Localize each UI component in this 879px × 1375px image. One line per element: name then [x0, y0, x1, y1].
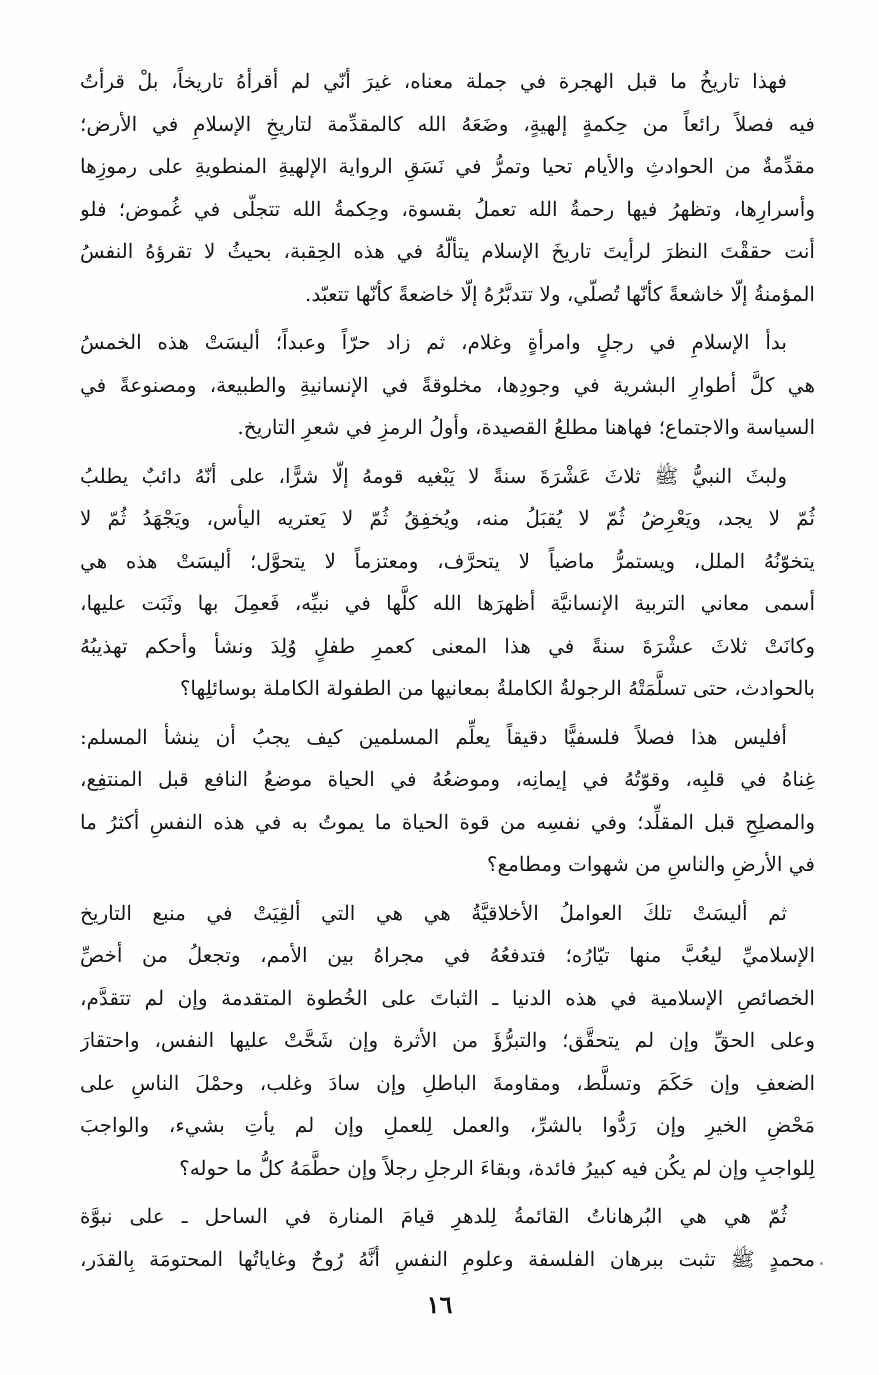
paragraph-3: [80, 455, 815, 710]
text-line: لِلواجبِ وإن لم يكُن فيه كبيرُ فائدة، وبقاءَ الرجلِ رجلاً وإن حطَّمَهُ كلُّ ما حوله؟: [179, 1155, 815, 1180]
text-line: بدأ الإسلامِ في رجلٍ وامرأةٍ وغلام، ثم زاد حرّاً وعبداً؛ أليسَتْ هذه الخمسُ: [80, 330, 787, 354]
scan-speck: [820, 1262, 823, 1265]
paragraph-1: [80, 60, 815, 315]
text-line: الضعفِ وإن حَكَمَ وتسلَّط، ومقاومةَ الباطلِ وإن سادَ وغلب، وحمْلَ الناسِ على: [80, 1070, 815, 1095]
text-line: السياسة والاجتماع؛ فهاهنا مطلعُ القصيدة، وأولُ الرمزِ في شعرِ التاريخ.: [237, 415, 815, 439]
text-line: فهذا تاريخُ ما قبل الهجرة في جملة معناه، غيرَ أنّي لم أقرأهُ تاريخاً، بلْ قرأتُ: [80, 69, 787, 93]
text-line: مَحْضِ الخيرِ وإن رَدُّوا بالشرِّ، والعمل لِلعملِ وإن لم يأتِ بشيء، والواجبَ: [80, 1113, 815, 1137]
page-number: ١٦: [426, 1290, 453, 1319]
text-line: وكانَتْ ثلاثَ عشْرَةَ سنةً في هذا المعنى كعمرِ طفلٍ وُلِدَ ونشأ وأحكم تهذيبُهُ: [80, 633, 815, 658]
text-line: أسمى معاني التربية الإنسانيَّة أظهرَها الله كلَّها في نبيِّه، فَعمِلَ بها وثَبَت عليها،: [80, 591, 815, 615]
text-line: فيه فصلاً رائعاً من حِكمةٍ إلهيةٍ، وضَعَهُ الله كالمقدِّمة لتاريخِ الإسلامِ في الأرض؛: [80, 111, 815, 136]
text-line: يتخوّنُهُ الملل، ويستمرُّ ماضياً لا يتحرَّف، ومعتزماً لا يتحوَّل؛ أليسَتْ هذه هي: [80, 548, 815, 573]
text-line: هي كلَّ أطوارِ البشرية في وجودِها، مخلوقةً في الإنسانيةِ والطبيعة، ومصنوعةً في: [80, 372, 815, 397]
text-line: الإسلاميِّ ليعُبَّ منها تيّارُه؛ فتدفعُهُ في مجراهُ بين الأمم، وتجعلُ من أخصِّ: [80, 943, 815, 967]
text-line: المؤمنةُ إلّا خاشعةً كأنّها تُصلّي، ولا تتدبَّرُهُ إلّا خاضعةً كأنّها تتعبّد.: [305, 281, 815, 306]
body-text: [80, 60, 815, 1286]
text-line: الخصائصِ الإسلامية في هذه الدنيا ـ الثباتَ على الخُطوة المتقدمة وإن لم تتقدَّم،: [80, 985, 815, 1010]
text-line: في الأرضِ والناسِ من شهوات ومطامع؟: [486, 852, 815, 876]
text-line: أنت حققْتَ النظرَ لرأيتَ تاريخَ الإسلام يتألّهُ في هذه الحِقبة، بحيثُ لا تقرؤهُ النفسُ: [80, 239, 815, 263]
text-line: غِناهُ في قلبِه، وقوّتُهُ في إيمانِه، وموضعُهُ في الحياة موضعُ النافع قبل المنتفِع،: [80, 767, 815, 791]
text-line: وأسرارِها، وتظهرُ فيها رحمةُ الله تعملُ بقسوة، وحِكمةُ الله تتجلّى في غُموض؛ فلو: [80, 196, 815, 221]
text-line: ثُمّ لا يجد، ويَعْرِضُ ثُمّ لا يُقبَلُ منه، ويُخفِقُ ثُمّ لا يَعتريه اليأس، ويَجْهَدُ ثُمّ لا: [80, 506, 815, 530]
text-line: ثُمّ هي هي البُرهاناتُ القائمةُ لِلدهرِ قيامَ المنارة في الساحل ـ على نبوَّة: [80, 1204, 787, 1228]
text-line: أفليس هذا فصلاً فلسفيًّا دقيقاً يعلِّم المسلمين كيف يجبُ أن ينشأ المسلم:: [80, 724, 787, 749]
text-line: مقدِّمةٌ من الحوادثِ والأيام تحيا وتمرُّ في نَسَقِ الرواية الإلهيةِ المنطويةِ على رموزِها: [80, 154, 815, 178]
text-line: والمصلِحِ قبل المقلِّد؛ وفي نفسِه من قوة الحياة ما يموتُ به في هذه النفسِ أكثرُ ما: [80, 809, 815, 834]
text-line: ولبثَ النبيُّ ﷺ ثلاثَ عَشْرَةَ سنةً لا يَبْغيه قومهُ إلّا شرًّا، على أنّهُ دائبٌ يطلبُ: [80, 463, 787, 488]
text-line: ثم أليسَتْ تلكَ العواملُ الأخلاقيَّةُ هي هي التي ألقِيَتْ في منبع التاريخ: [80, 900, 787, 925]
paragraph-2: [80, 321, 815, 449]
text-line: بالحوادث، حتى تسلَّمَتْهُ الرجولةُ الكاملةُ بمعانيها من الطفولة الكاملة بوسائلِها؟: [179, 676, 815, 700]
text-line: وعلى الحقِّ وإن لم يتحقَّق؛ والتبرُّؤَ من الأثرة وإن شَحَّتْ عليها النفس، واحتقارَ: [80, 1028, 815, 1052]
paragraph-4: [80, 716, 815, 886]
paragraph-5: [80, 892, 815, 1190]
text-line: محمدٍ ﷺ تثبت ببرهان الفلسفة وعلومِ النفسِ أنَّهُ رُوحٌ وغاياتُها المحتومَة بِالقدَر،: [80, 1246, 815, 1271]
paragraph-6: [80, 1195, 815, 1280]
